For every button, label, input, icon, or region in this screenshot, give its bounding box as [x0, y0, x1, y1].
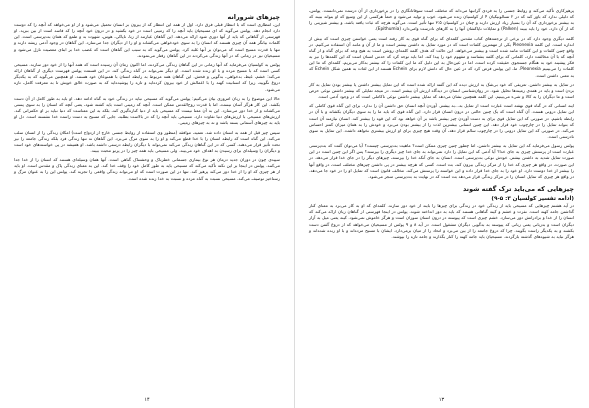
paragraph: این، انتظاری است که با انتظار قبلی فرق دارد. اول از همه این انتظار که از بیرون بر انسان تحمیل می‌شود و از او می‌خواهد که آنچه را که دوست دارد انجام دهد. پولس می‌گوید که ای مسیحیان باید آنچه را که زمینی است در خود بکشید و در درون خود آنچه را که فاسد است از بین ببرید. او فهرستی از گناهانی که باید از آنها دوری شود ارائه می‌دهد. این گناهان عبارتند از زنا، ناپاکی، هوس، شهوت بد و طمع که همان بت‌پرستی است. این کلمات بیانگر همه آن چیزی هستند که انسان را به سوی خودخواهی می‌کشاند و او را از دیگران جدا می‌سازد. این گناهان در وجود آدمی ریشه دارند و تنها با قدرت مسیح است که می‌توان بر آنها غلبه کرد. پولس می‌گوید که به سبب این گناهان است که غضب خدا بر ابنای معصیت نازل می‌شود و مسیحیان نیز در زمانی که در آنها زندگی می‌کردند در این گناهان رفتار می‌نمودند. — [14, 23, 280, 59]
paragraph: سپس چیز قبل از همه به انسان داده شد. تعمید، موافقه (منظور وی استفاده از روابط جنسی خارج از ازدواج است) امکان زندگی را از انسان سلب می‌کند. این گناه است که رابطه انسان را با خدا قطع می‌کند و او را به سوی مرگ می‌برد. این گناهان نه تنها زندگی فرد بلکه زندگی جامعه را نیز تحت تأثیر قرار می‌دهند. کسی که در این گناهان زندگی می‌کند نمی‌تواند با دیگران رابطه درستی داشته باشد. او همیشه در پی خواسته‌های خود است و دیگران را وسیله‌ای برای رسیدن به اهداف خود می‌بیند. ولی مسیحی باید همه چیز را در پرتو محبت ببیند. — [14, 130, 280, 154]
paragraph: در آیه هشتم چیزهایی که مسیحی باید از زندگی خود در زندگی برای چیزها را بایند از خود دور سازند. کلمه‌ای که او به کار می‌برد به معنای کنار گذاشتن جامه کهنه است. نفرت و خشم و کینه گناهانی هستند که باید به دور انداخته شوند. پولس در اینجا فهرستی از گناهان زبان ارائه می‌کند که انسان را از خدا و برادرانش دور می‌سازد. خشم چیزی است که پیوسته در درون انسان سوزان است و هرگز خاموش نمی‌شود. کینه یعنی میل به آزار دیگران است و بدزبانی یعنی زبانی که پیوسته به بدگویی دیگران مشغول است. در آیه ۸ و ۹ پولس از مسیحیان می‌خواهد که از دروغ گفتن دست بکشند و به یکدیگر راست بگویند. چرا که دروغ جامعه را از بین می‌برد و اتحاد را از میان برمی‌دارد. ایشان با مسیح مرده‌اند و با او زنده شده‌اند و هرگز نباید به شیوه‌های گذشته بازگردند. مسیحیان باید جامه کهنه را کنار بگذارند و جامه تازه را بپوشند. — [309, 204, 575, 240]
right-page — [294, 0, 588, 408]
section-heading: چیزهایی که می‌باید ترک گفته شوند — [462, 185, 574, 194]
page-number: ۱۴ — [144, 397, 150, 403]
section-subheading: (ادامه تفسیر کولسیان ۳: ۵-۹) — [491, 196, 574, 203]
section-heading: چیزهای شرورانه — [227, 13, 280, 21]
paragraph: پولس رسول می‌فرماید که این تمایل به بیشتر داشتن، اما چطور چنین چیزی ممکن است؟ ماهیت بت‌پرستی چیست؟ آیا می‌توان گفت که بت‌پرستی عبارت است از پرستش چیزی به جای خدا؟ آیا آدمی که این تمایل را دارد نمی‌تواند به جای خدا چیز دیگری را بپرستد؟ پس اگر این چنین است در این صورت تمایل شدید به داشتن بیشتر، خودش نوعی بت‌پرستی است. انسان به جای آنکه خدا را بپرستد، چیزهای دیگر را در جای خدا قرار می‌دهد. در این صورت، در واقع هر چیزی که خدا را از مرکز زندگی بیرون کند، بت است. کسی که هرچه بیشتر در پی داشتن چیزهای مختلف است، در واقع آنها را بیشتر از خدا دوست دارد. او خود را به جای خدا قرار داده و این خواسته را پرستش می‌کند. مخالف قانون است که تمایل او را در خود جا می‌دهد. در واقع هر چیزی که تمایل انسان را در مرکز زندگی قرار می‌دهد بت است که در نهایت به بت‌پرستی منجر می‌شود. — [309, 144, 574, 180]
paragraph: کلمه دیگری وجود دارد که در برخی از ترجمه‌های کتاب مقدس کلمه‌ای که برای گناه قوی به کار رفته است یعنی خواستن چیزی است که بیش از اندازه است. این کلمه Pleonexia یکی از مهمترین کلمات است که در مورد تمایل به داشتن بیشتر است و ما از آن و مانند آن استفاده می‌کنیم. در واقع چنین کلمات و این کلمات مانند شده است و بیشتر می‌خواهد. این حالت که هدف کلمه کلمه‌ای روشن است به هیچ وجه که برای گناه و از گناه آنچه که با آن مخالفت دارد، کلماتی که برای کلمه بشناسد و مفهوم خود را پیدا کند. اما باید توجه کرد که حدس انسان است که این کلمه‌ها را نیز به فکر پیشینه خود به هنگام جستجوی حقیقت کرده است، اما در عین‌حال به این دلیل که ما این کلمات را که بیشتر به‌کار می‌بریم، کلمه‌ای که ما این کلمات را می‌بینیم Pleonexia. ما، این پولس فرض کرد که در عین حال که دانش لازم برای Echein هستند از این لغات به همین شکل Echein که به معنی داشتن است. — [309, 36, 575, 79]
paragraph: سپیدی چون در دوران جدید درمان هر نوع بیماری جسمانی خطرناک و وحشتناک گناهی است. آنها همان وسیله‌ای هستند که انسان را از خدا جدا می‌کنند. پولس در اینجا بر این نکته تأکید می‌کند که مسیحی باید به طور کامل خود را وقف خدا کند. این به معنای زندگی پاک و مقدس است. او باید از هر چیزی که او را از خدا دور می‌کند پرهیز کند. تنها در این صورت است که او می‌تواند زندگی واقعی را تجربه کند. پولس این را به عنوان مرگ و رستاخیز توصیف می‌کند. مسیحی نسبت به گناه مرده و نسبت به خدا زنده شده است. — [14, 158, 280, 182]
left-page — [0, 0, 294, 408]
page-number: ۱۳ — [438, 397, 445, 403]
paragraph: پولس به کولسیان می‌فرماید که آنها زمانی در این گناهان زندگی می‌کردند، اما اکنون زمان آن رسیده است که همه آنها را از خود دور سازند. مسیحی کسی است که با مسیح مرده و با او زنده شده است. او دیگر نمی‌تواند در گناه زندگی کند. در این قسمت پولس فهرست دیگری از گناهان ارائه می‌کند: خشم، غیظ، بدخواهی، بدگویی و فحش. این گناهان همه مربوط به رابطه انسان با همنوعان خود هستند. او همچنین می‌گوید که به یکدیگر دروغ نگویید، زیرا که انسانیت کهنه را با اعمالش از خود بیرون کرده‌اید و تازه را پوشیده‌اید که به صورت خالق خویش تا به معرفت کامل، تازه می‌شود. — [14, 62, 280, 93]
paragraph: در تمایل به بیشتر داشتن. تعریفی که خود بی‌شک به ارزش دیده که این گفته ارائه شده است که این تمایل بیشتر داشتن یا بیشتر بودن تمایل به کار بردن است و باید در همه‌ی زمینه‌ها تحلیل شود. در روان‌شناسی انسان در دیدگاه ارزش آن بیشتر است. در نتیجه تمایلی که بیشتر داشتن نوعی حرص است و ما دیگران را به کالا و شیء می‌بینیم. این کلمه همچنین نشان می‌دهد که تمایل بیشتر داشتن نوعی ناکاملی است که در وجود آدمی است. — [309, 82, 574, 101]
paragraph: حالا این موضوع را به زبان امروزی بیان می‌کنیم: پولس می‌گوید که مسیحی نباید در زندگی خود به گناه ادامه دهد. او باید به طور کامل از آن دست بکشد. این کار هرگز آسان نیست، اما با قدرت روح‌القدس ممکن است. آنچه که زمینی است باید کشته شود، یعنی آنچه که انسان را به سوی پستی می‌کشاند و از خدا دور می‌سازد. این به آن معنا نیست که مسیحی باید از دنیا کناره‌گیری کند، بلکه به این معناست که دنیا نباید بر او حکمرانی کند. ارزش‌های مسیحی با ارزش‌های دنیا تفاوت دارد. مسیحی باید آنچه را که در بالاست بطلبد، جایی که مسیح به دست راست خدا نشسته است. دل او باید به چیزهای آسمانی بسته باشد و نه به چیزهای زمینی. — [14, 96, 280, 127]
paragraph: پرهیزکاری تأکید می‌کند و روابط جنسی را به فردی گرانبها می‌داند که مختلف است سوفاتانگاری را در برخورداری از آن درست نمی‌دانست. پولس، که دلیلی ندارد که باور کند که در ۲ تسالونیکیان ۴ از کولسیان زنده می‌شود، خوب و تولید می‌شود و حتماً هرکسی از این وسیع که او بتواند ببیند که به بیشتر برخورداری که آن را بسیار زیاد ارزش دارند و چنان در کولسیان ۳:۵ تنها تأثیر است. می‌گوید هرچه که ثبات یافته باشد، و بیشتر شیرینی را که از آن دارد، خود را باید ببیند (Palken) و تمایلات ناپاکشان آنها را به کارهای نادرست وامی‌دارد (Epithumia). — [309, 9, 574, 33]
paragraph: اینه انسانی که در گناه قوی نهفته است عبارت است از تمایل به…به بیشتر. آوردن آنچه انسان حق داشتن آن را ندارد. برای این گناه قوی کاملی که این تمایل درونی هست. آن گناه است که یک چنین حالتی در درون انسان قرار دارد. این گناه قوی که باید ما را به سوی دیگران بکشاند و با آن در رابطه باشیم. در صورتی که این تمایل قوی برای به دست آوردن چیز بیشتر باشد بر آن خواهد بود که این قوه را بیشتر کند. انسان نیازمند آن است که بتواند تمایل را در چارچوب خود قرار دهد. این چنین انسانی بیشترین لذت را از بیشتر بودن می‌برد و خودش را به همان میزان کمتر احساس می‌کند. در صورتی که این تمایل درونی را در چارچوب سالم قرار دهد، آن وقت هیچ چیزی برای او ارزش بیشتری نخواهد داشت. این تمایل به سوی نادرستی است. — [309, 104, 574, 140]
